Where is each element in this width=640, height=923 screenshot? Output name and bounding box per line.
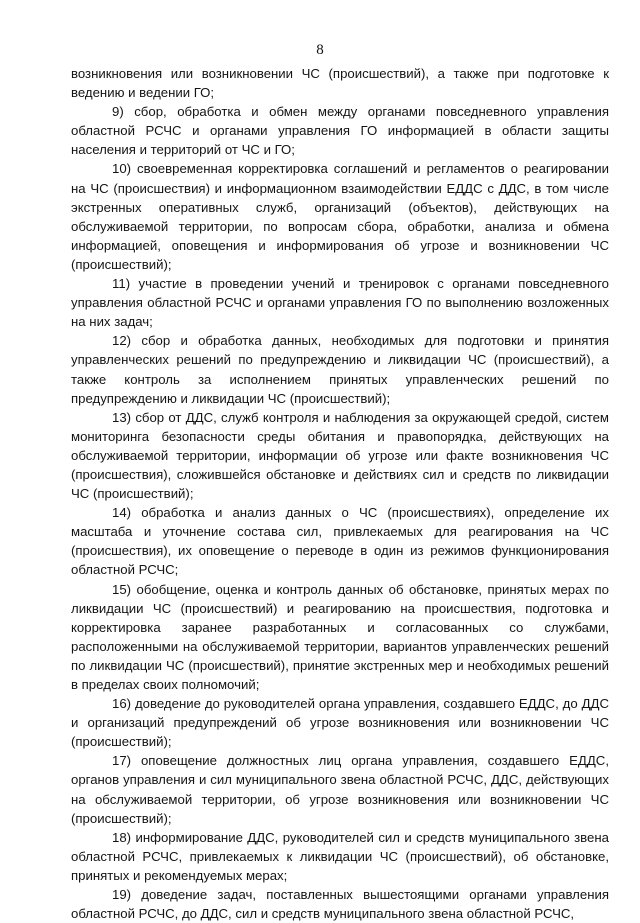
document-body: [71, 64, 609, 923]
page-number: 8: [316, 42, 324, 58]
paragraph-continuation: возникновения или возникновении ЧС (происшествий), а также при подготовке к ведению и ведении ГО;: [71, 66, 609, 101]
paragraph-item-13: 13) сбор от ДДС, служб контроля и наблюдения за окружающей средой, систем мониторинга безопасности среды обитания и правопорядка, действующих на обслуживаемой территории, информации об угрозе или факте возникновения ЧС (происшествия), сложившейся обстановке и действиях сил и средств по ликвидации ЧС (происшествий);: [71, 409, 609, 502]
paragraph-item-14: 14) обработка и анализ данных о ЧС (происшествиях), определение их масштаба и уточнение состава сил, привлекаемых для реагирования на ЧС (происшествия), их оповещение о переводе в один из режимов функционирования областной РСЧС;: [71, 505, 609, 578]
paragraph-item-19: 19) доведение задач, поставленных вышестоящими органами управления областной РСЧС, до ДДС, сил и средств муниципального звена областной РСЧС,: [71, 887, 609, 922]
paragraph-item-12: 12) сбор и обработка данных, необходимых для подготовки и принятия управленческих решений по предупреждению и ликвидации ЧС (происшествий), а также контроль за исполнением принятых управленческих решений по предупреждению и ликвидации ЧС (происшествий);: [71, 333, 609, 406]
paragraph-item-15: 15) обобщение, оценка и контроль данных об обстановке, принятых мерах по ликвидации ЧС (происшествий) и реагированию на происшествия, подготовка и корректировка заранее разработанных и согласованных со службами, расположенными на обслуживаемой территории, вариантов управленческих решений по ликвидации ЧС (происшествий), принятие экстренных мер и необходимых решений в пределах своих полномочий;: [71, 581, 609, 692]
paragraph-item-16: 16) доведение до руководителей органа управления, создавшего ЕДДС, до ДДС и организаций предупреждений об угрозе возникновения или возникновении ЧС (происшествий);: [71, 696, 609, 750]
paragraph-item-18: 18) информирование ДДС, руководителей сил и средств муниципального звена областной РСЧС, привлекаемых к ликвидации ЧС (происшествий), об обстановке, принятых и рекомендуемых мерах;: [71, 829, 609, 883]
paragraph-item-11: 11) участие в проведении учений и тренировок с органами повседневного управления областной РСЧС и органами управления ГО по выполнению возложенных на них задач;: [71, 276, 609, 330]
paragraph-item-9: 9) сбор, обработка и обмен между органами повседневного управления областной РСЧС и органами управления ГО информацией в области защиты населения и территорий от ЧС и ГО;: [71, 104, 609, 158]
paragraph-item-17: 17) оповещение должностных лиц органа управления, создавшего ЕДДС, органов управления и сил муниципального звена областной РСЧС, ДДС, действующих на обслуживаемой территории, об угрозе возникновения или возникновении ЧС (происшествий);: [71, 753, 609, 826]
paragraph-item-10: 10) своевременная корректировка соглашений и регламентов о реагировании на ЧС (происшествия) и информационном взаимодействии ЕДДС с ДДС, в том числе экстренных оперативных служб, организаций (объектов), действующих на обслуживаемой территории, по вопросам сбора, обработки, анализа и обмена информацией, оповещения и информирования об угрозе и возникновении ЧС (происшествий);: [71, 161, 609, 272]
